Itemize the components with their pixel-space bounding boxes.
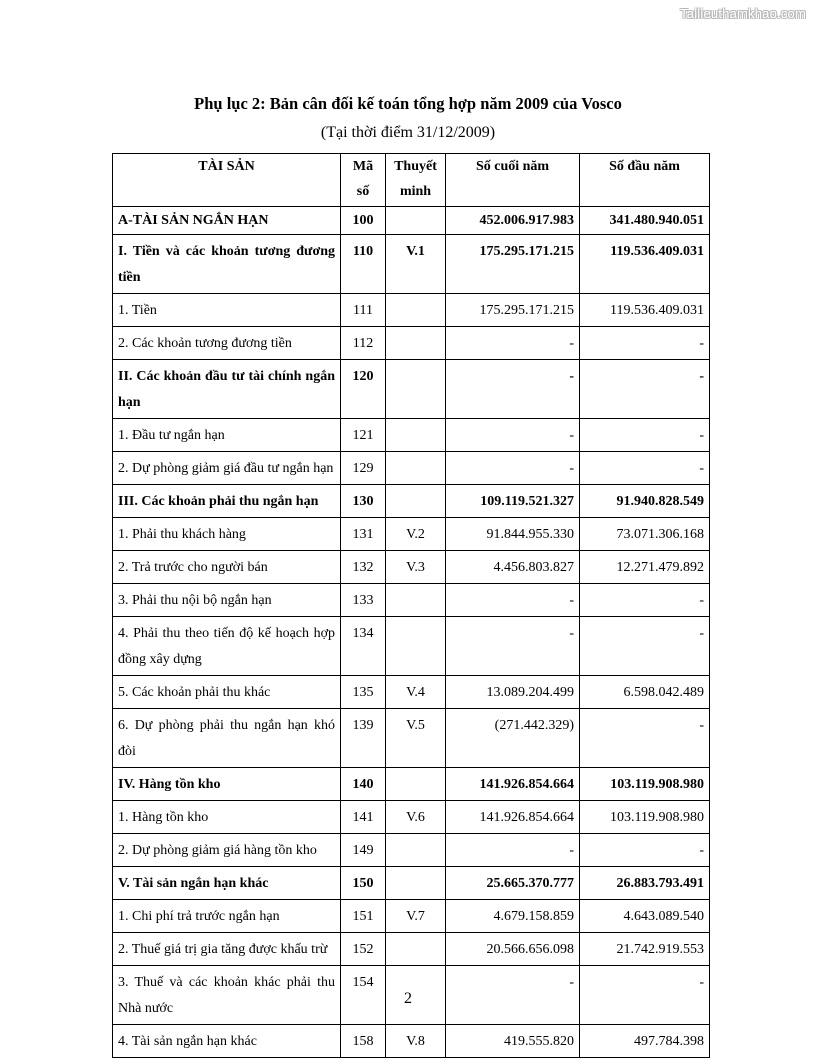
table-row (113, 485, 710, 518)
row-begin-year-value: - (580, 617, 710, 676)
table-row (113, 207, 710, 235)
row-end-year-value: 141.926.854.664 (446, 768, 580, 801)
watermark: Tailieuthamkhao.com (680, 6, 806, 21)
row-begin-year-value: 119.536.409.031 (580, 294, 710, 327)
header-end-year: Số cuối năm (446, 154, 580, 207)
row-end-year-value: - (446, 617, 580, 676)
table-row (113, 900, 710, 933)
row-end-year-value: - (446, 452, 580, 485)
row-note (386, 419, 446, 452)
row-note (386, 933, 446, 966)
table-row (113, 327, 710, 360)
row-code: 134 (341, 617, 386, 676)
row-code: 112 (341, 327, 386, 360)
row-code: 150 (341, 867, 386, 900)
row-asset-name: 5. Các khoản phải thu khác (113, 676, 341, 709)
row-code: 120 (341, 360, 386, 419)
row-end-year-value: 175.295.171.215 (446, 235, 580, 294)
row-note (386, 834, 446, 867)
row-code: 130 (341, 485, 386, 518)
row-begin-year-value: - (580, 327, 710, 360)
table-row (113, 551, 710, 584)
row-code: 141 (341, 801, 386, 834)
row-note: V.1 (386, 235, 446, 294)
row-end-year-value: 452.006.917.983 (446, 207, 580, 235)
row-code: 129 (341, 452, 386, 485)
table-row (113, 709, 710, 768)
row-asset-name: 2. Thuế giá trị gia tăng được khấu trừ (113, 933, 341, 966)
row-note (386, 584, 446, 617)
row-code: 100 (341, 207, 386, 235)
row-note (386, 327, 446, 360)
row-code: 121 (341, 419, 386, 452)
row-begin-year-value: 497.784.398 (580, 1025, 710, 1058)
row-code: 139 (341, 709, 386, 768)
row-note: V.4 (386, 676, 446, 709)
table-row (113, 834, 710, 867)
row-asset-name: 4. Phải thu theo tiến độ kế hoạch hợp đồng xây dựng (113, 617, 341, 676)
row-end-year-value: 419.555.820 (446, 1025, 580, 1058)
row-asset-name: 2. Dự phòng giảm giá đầu tư ngắn hạn (113, 452, 341, 485)
row-code: 111 (341, 294, 386, 327)
row-asset-name: 1. Chi phí trả trước ngắn hạn (113, 900, 341, 933)
row-note (386, 485, 446, 518)
row-end-year-value: - (446, 327, 580, 360)
table-row (113, 360, 710, 419)
header-asset: TÀI SẢN (113, 154, 341, 207)
row-code: 158 (341, 1025, 386, 1058)
row-note (386, 360, 446, 419)
row-asset-name: 1. Tiền (113, 294, 341, 327)
row-end-year-value: 4.456.803.827 (446, 551, 580, 584)
table-row (113, 801, 710, 834)
table-row (113, 768, 710, 801)
row-begin-year-value: - (580, 584, 710, 617)
page-subtitle: (Tại thời điểm 31/12/2009) (320, 124, 496, 141)
row-code: 140 (341, 768, 386, 801)
row-asset-name: 3. Phải thu nội bộ ngắn hạn (113, 584, 341, 617)
row-begin-year-value: 6.598.042.489 (580, 676, 710, 709)
row-note: V.3 (386, 551, 446, 584)
row-begin-year-value: 73.071.306.168 (580, 518, 710, 551)
row-begin-year-value: - (580, 452, 710, 485)
table-body (113, 207, 710, 1058)
row-note: V.7 (386, 900, 446, 933)
row-begin-year-value: 103.119.908.980 (580, 768, 710, 801)
table-row (113, 518, 710, 551)
row-code: 154 (341, 966, 386, 1025)
table-header-row (113, 154, 710, 207)
row-code: 131 (341, 518, 386, 551)
row-asset-name: 2. Các khoản tương đương tiền (113, 327, 341, 360)
row-note (386, 768, 446, 801)
row-begin-year-value: - (580, 419, 710, 452)
row-note (386, 207, 446, 235)
header-begin-year: Số đầu năm (580, 154, 710, 207)
row-begin-year-value: 91.940.828.549 (580, 485, 710, 518)
row-end-year-value: 91.844.955.330 (446, 518, 580, 551)
row-begin-year-value: - (580, 834, 710, 867)
row-asset-name: V. Tài sản ngắn hạn khác (113, 867, 341, 900)
page-number: 2 (404, 990, 412, 1007)
row-note: V.6 (386, 801, 446, 834)
row-asset-name: 3. Thuế và các khoản khác phải thu Nhà nước (113, 966, 341, 1025)
row-code: 132 (341, 551, 386, 584)
row-asset-name: A-TÀI SẢN NGẮN HẠN (113, 207, 341, 235)
row-asset-name: 1. Đầu tư ngắn hạn (113, 419, 341, 452)
row-end-year-value: 4.679.158.859 (446, 900, 580, 933)
table-row (113, 419, 710, 452)
row-end-year-value: - (446, 834, 580, 867)
row-begin-year-value: - (580, 966, 710, 1025)
row-begin-year-value: 12.271.479.892 (580, 551, 710, 584)
row-note: V.5 (386, 709, 446, 768)
table-row (113, 584, 710, 617)
row-begin-year-value: 119.536.409.031 (580, 235, 710, 294)
row-begin-year-value: - (580, 360, 710, 419)
row-code: 149 (341, 834, 386, 867)
table-row (113, 452, 710, 485)
table-row (113, 933, 710, 966)
table-row (113, 294, 710, 327)
row-note (386, 867, 446, 900)
table-row (113, 867, 710, 900)
table-row (113, 676, 710, 709)
row-asset-name: II. Các khoản đầu tư tài chính ngắn hạn (113, 360, 341, 419)
row-asset-name: 2. Dự phòng giảm giá hàng tồn kho (113, 834, 341, 867)
row-end-year-value: - (446, 419, 580, 452)
row-end-year-value: (271.442.329) (446, 709, 580, 768)
row-begin-year-value: 26.883.793.491 (580, 867, 710, 900)
row-note (386, 294, 446, 327)
row-begin-year-value: 21.742.919.553 (580, 933, 710, 966)
row-begin-year-value: - (580, 709, 710, 768)
row-begin-year-value: 341.480.940.051 (580, 207, 710, 235)
row-code: 135 (341, 676, 386, 709)
row-asset-name: 2. Trả trước cho người bán (113, 551, 341, 584)
row-asset-name: I. Tiền và các khoản tương đương tiền (113, 235, 341, 294)
row-note: V.2 (386, 518, 446, 551)
row-code: 110 (341, 235, 386, 294)
row-code: 133 (341, 584, 386, 617)
row-note (386, 452, 446, 485)
row-asset-name: IV. Hàng tồn kho (113, 768, 341, 801)
row-end-year-value: - (446, 966, 580, 1025)
row-end-year-value: 20.566.656.098 (446, 933, 580, 966)
table-row (113, 617, 710, 676)
row-end-year-value: 175.295.171.215 (446, 294, 580, 327)
row-begin-year-value: 4.643.089.540 (580, 900, 710, 933)
row-note: V.8 (386, 1025, 446, 1058)
row-begin-year-value: 103.119.908.980 (580, 801, 710, 834)
row-asset-name: 1. Phải thu khách hàng (113, 518, 341, 551)
row-asset-name: 4. Tài sản ngắn hạn khác (113, 1025, 341, 1058)
row-asset-name: 1. Hàng tồn kho (113, 801, 341, 834)
page-title: Phụ lục 2: Bản cân đối kế toán tổng hợp năm 2009 của Vosco (194, 94, 622, 113)
row-end-year-value: 13.089.204.499 (446, 676, 580, 709)
row-asset-name: III. Các khoản phải thu ngắn hạn (113, 485, 341, 518)
header-code: Mã số (341, 154, 386, 207)
row-end-year-value: - (446, 360, 580, 419)
header-note: Thuyết minh (386, 154, 446, 207)
row-note (386, 617, 446, 676)
row-end-year-value: 25.665.370.777 (446, 867, 580, 900)
table-row (113, 235, 710, 294)
row-code: 151 (341, 900, 386, 933)
row-end-year-value: 141.926.854.664 (446, 801, 580, 834)
table-row (113, 1025, 710, 1058)
row-code: 152 (341, 933, 386, 966)
row-end-year-value: - (446, 584, 580, 617)
balance-sheet-table (112, 153, 710, 1058)
row-asset-name: 6. Dự phòng phải thu ngắn hạn khó đòi (113, 709, 341, 768)
row-end-year-value: 109.119.521.327 (446, 485, 580, 518)
